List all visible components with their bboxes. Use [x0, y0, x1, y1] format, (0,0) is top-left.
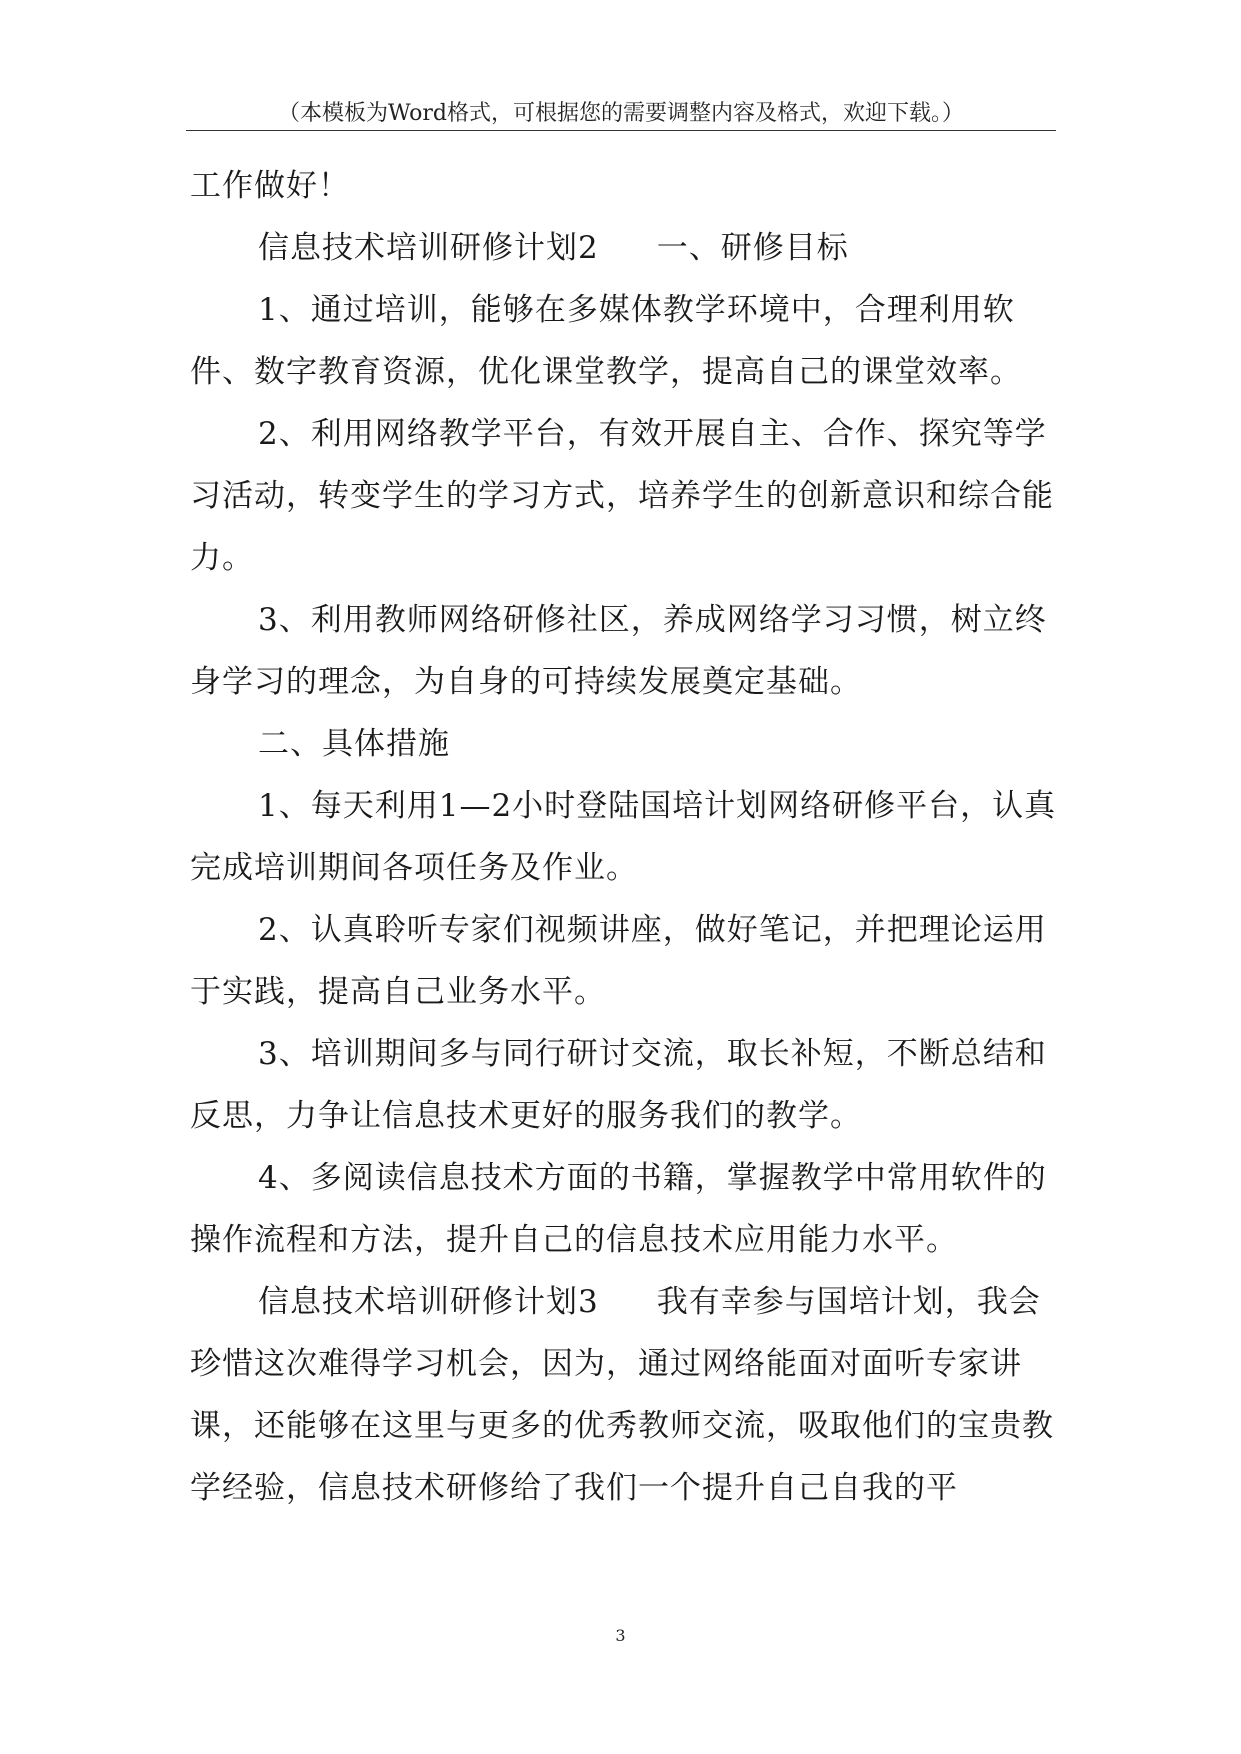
paragraph-goal-3: 3、利用教师网络研修社区，养成网络学习习惯，树立终身学习的理念，为自身的可持续发展奠定基础。	[190, 602, 1047, 700]
heading-research-goals: 一、研修目标	[656, 230, 849, 266]
paragraph-measure-4: 4、多阅读信息技术方面的书籍，掌握教学中常用软件的操作流程和方法，提升自己的信息技术应用能力水平。	[190, 1160, 1047, 1258]
section-title-3: 信息技术培训研修计划3	[258, 1284, 599, 1320]
header-divider	[186, 130, 1056, 131]
paragraph-plan-3-intro: 我有幸参与国培计划，我会珍惜这次难得学习机会，因为，通过网络能面对面听专家讲课，还能够在这里与更多的优秀教师交流，吸取他们的宝贵教学经验，信息技术研修给了我们一个提升自己自我的平	[190, 1284, 1054, 1506]
paragraph-section-title-2	[190, 217, 1060, 279]
paragraph-goal-2: 2、利用网络教学平台，有效开展自主、合作、探究等学习活动，转变学生的学习方式，培养学生的创新意识和综合能力。	[190, 416, 1054, 576]
heading-specific-measures: 二、具体措施	[258, 726, 450, 762]
paragraph-measure-2: 2、认真聆听专家们视频讲座，做好笔记，并把理论运用于实践，提高自己业务水平。	[190, 912, 1047, 1010]
paragraph-goal-1: 1、通过培训，能够在多媒体教学环境中，合理利用软件、数字教育资源，优化课堂教学，提高自己的课堂效率。	[190, 292, 1022, 390]
paragraph-continuation: 工作做好！	[190, 168, 350, 204]
paragraph-section-title-3	[190, 1271, 1060, 1519]
paragraph-measure-3: 3、培训期间多与同行研讨交流，取长补短，不断总结和反思，力争让信息技术更好的服务我们的教学。	[190, 1036, 1047, 1134]
document-body	[190, 155, 1060, 1519]
template-note-header: （本模板为Word格式，可根据您的需要调整内容及格式，欢迎下载。）	[278, 101, 964, 126]
section-title-2: 信息技术培训研修计划2	[258, 230, 599, 266]
page-number: 3	[615, 1626, 626, 1645]
paragraph-measure-1: 1、每天利用1—2小时登陆国培计划网络研修平台，认真完成培训期间各项任务及作业。	[190, 788, 1057, 886]
